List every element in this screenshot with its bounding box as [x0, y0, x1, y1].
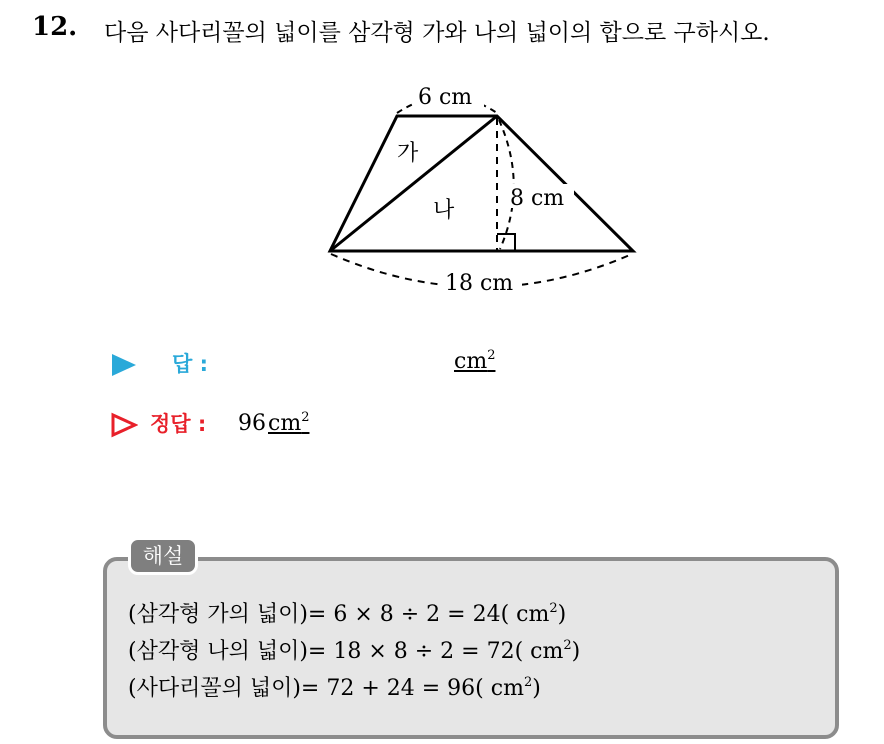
trapezoid-figure [0, 0, 884, 330]
trapezoid-outline [330, 116, 633, 251]
top-length-label: 6 cm [418, 85, 473, 110]
region-b-label: 나 [433, 198, 455, 223]
solution-tab: 해설 [128, 537, 198, 575]
solution-line: (삼각형 가의 넓이)= 6 × 8 ÷ 2 = 24( $cm^2$) [128, 601, 567, 627]
question-number: 12. [32, 12, 78, 42]
height-length-label: 8 cm [510, 186, 565, 211]
region-a-label: 가 [397, 141, 419, 166]
question-text: 다음 사다리꼴의 넓이를 삼각형 가와 나의 넓이의 합으로 구하시오. [104, 20, 770, 46]
answer-label: 답 : [172, 352, 208, 376]
correct-answer-value: $96cm^2$ [238, 410, 310, 436]
answer-unit: $cm^2$ [454, 348, 496, 374]
bottom-length-label: 18 cm [445, 271, 514, 296]
outline-triangle-icon [110, 412, 138, 438]
correct-answer-label: 정답 : [150, 412, 207, 436]
solution-line: (사다리꼴의 넓이)= 72 + 24 = 96( $cm^2$) [128, 675, 541, 701]
diagonal-line [330, 116, 497, 251]
play-triangle-icon [110, 352, 138, 378]
solution-line: (삼각형 나의 넓이)= 18 × 8 ÷ 2 = 72( $cm^2$) [128, 638, 581, 664]
